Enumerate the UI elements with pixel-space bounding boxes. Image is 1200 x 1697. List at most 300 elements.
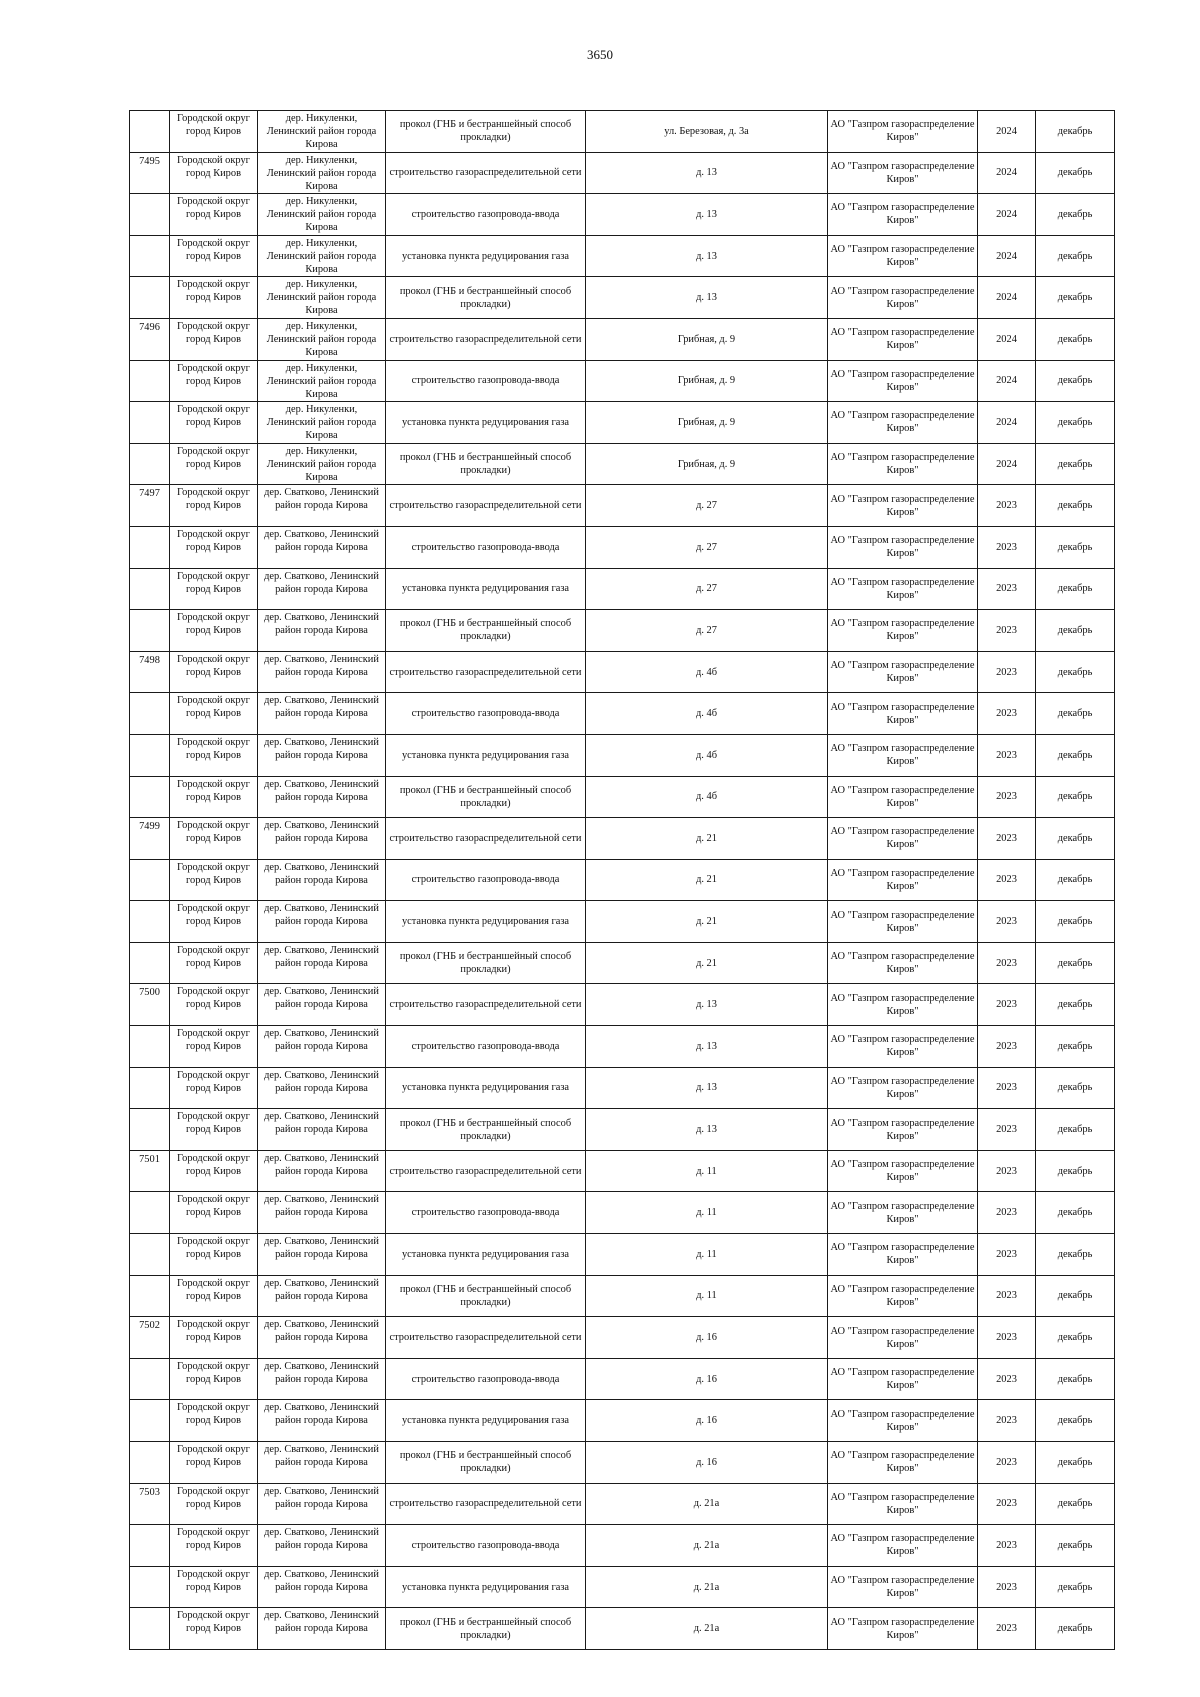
organization-cell <box>828 443 978 485</box>
work-type-cell <box>386 318 586 360</box>
month-cell <box>1036 984 1115 1026</box>
locality-cell <box>258 1275 386 1317</box>
organization-cell-text: АО "Газпром газораспределение Киров" <box>830 826 975 851</box>
work-type-cell-text: прокол (ГНБ и бестраншейный способ прокладки) <box>399 618 572 643</box>
organization-cell <box>828 111 978 153</box>
year-cell <box>978 1400 1036 1442</box>
address-cell-text: д. 16 <box>696 1456 717 1468</box>
locality-cell <box>258 1192 386 1234</box>
district-cell-text: Городской округ город Киров <box>177 1028 250 1053</box>
row-number-cell <box>130 651 170 693</box>
month-cell <box>1036 1317 1115 1359</box>
work-type-cell <box>386 1525 586 1567</box>
month-cell-text: декабрь <box>1057 250 1093 262</box>
address-cell <box>586 568 828 610</box>
locality-cell <box>258 1566 386 1608</box>
table-row <box>130 485 1115 527</box>
locality-cell-text: дер. Никуленки, Ленинский район города Кирова <box>266 196 377 234</box>
locality-cell <box>258 318 386 360</box>
row-number-cell-text: 7501 <box>139 1153 160 1165</box>
row-number-cell-text: 7495 <box>139 155 160 167</box>
year-cell <box>978 402 1036 444</box>
organization-cell <box>828 1608 978 1650</box>
locality-cell <box>258 859 386 901</box>
work-type-cell <box>386 1192 586 1234</box>
year-cell-text: 2024 <box>996 208 1017 220</box>
locality-cell-text: дер. Сватково, Ленинский район города Кирова <box>264 695 379 720</box>
row-number-cell <box>130 485 170 527</box>
district-cell <box>170 194 258 236</box>
district-cell <box>170 111 258 153</box>
month-cell <box>1036 277 1115 319</box>
locality-cell-text: дер. Сватково, Ленинский район города Кирова <box>264 1402 379 1427</box>
address-cell-text: д. 21а <box>693 1498 720 1510</box>
district-cell <box>170 526 258 568</box>
year-cell <box>978 984 1036 1026</box>
work-type-cell-text: строительство газопровода-ввода <box>411 1207 560 1219</box>
address-cell <box>586 1234 828 1276</box>
row-number-cell <box>130 526 170 568</box>
year-cell <box>978 1483 1036 1525</box>
row-number-cell <box>130 1067 170 1109</box>
work-type-cell <box>386 152 586 194</box>
organization-cell-text: АО "Газпром газораспределение Киров" <box>830 244 975 269</box>
work-type-cell-text: прокол (ГНБ и бестраншейный способ прокладки) <box>399 1117 572 1142</box>
locality-cell <box>258 1109 386 1151</box>
district-cell <box>170 984 258 1026</box>
locality-cell-text: дер. Сватково, Ленинский район города Кирова <box>264 570 379 595</box>
district-cell <box>170 402 258 444</box>
organization-cell-text: АО "Газпром газораспределение Киров" <box>830 1075 975 1100</box>
work-type-cell-text: прокол (ГНБ и бестраншейный способ прокладки) <box>399 1616 572 1641</box>
year-cell-text: 2024 <box>996 167 1017 179</box>
locality-cell <box>258 734 386 776</box>
month-cell <box>1036 485 1115 527</box>
year-cell <box>978 194 1036 236</box>
district-cell <box>170 1442 258 1484</box>
work-type-cell <box>386 485 586 527</box>
district-cell-text: Городской округ город Киров <box>177 903 250 928</box>
organization-cell-text: АО "Газпром газораспределение Киров" <box>830 1575 975 1600</box>
work-type-cell-text: прокол (ГНБ и бестраншейный способ прокладки) <box>399 1283 572 1308</box>
organization-cell <box>828 1358 978 1400</box>
row-number-cell <box>130 693 170 735</box>
work-type-cell <box>386 651 586 693</box>
row-number-cell <box>130 1525 170 1567</box>
table-row <box>130 1150 1115 1192</box>
year-cell-text: 2023 <box>996 1373 1017 1385</box>
organization-cell-text: АО "Газпром газораспределение Киров" <box>830 1450 975 1475</box>
address-cell-text: д. 21 <box>696 874 717 886</box>
locality-cell <box>258 568 386 610</box>
district-cell <box>170 1067 258 1109</box>
work-type-cell-text: установка пункта редуцирования газа <box>401 1082 570 1094</box>
month-cell <box>1036 651 1115 693</box>
address-cell <box>586 360 828 402</box>
table-row <box>130 984 1115 1026</box>
work-type-cell <box>386 1067 586 1109</box>
row-number-cell-text: 7500 <box>139 987 160 999</box>
month-cell-text: декабрь <box>1057 874 1093 886</box>
year-cell-text: 2023 <box>996 1082 1017 1094</box>
work-type-cell <box>386 984 586 1026</box>
table-row <box>130 1358 1115 1400</box>
organization-cell <box>828 1566 978 1608</box>
work-type-cell-text: установка пункта редуцирования газа <box>401 749 570 761</box>
work-type-cell-text: строительство газораспределительной сети <box>389 1165 582 1177</box>
locality-cell-text: дер. Сватково, Ленинский район города Кирова <box>264 903 379 928</box>
work-type-cell-text: строительство газораспределительной сети <box>389 167 582 179</box>
work-type-cell-text: установка пункта редуцирования газа <box>401 1248 570 1260</box>
table-row <box>130 1317 1115 1359</box>
year-cell-text: 2023 <box>996 666 1017 678</box>
table-row <box>130 111 1115 153</box>
work-type-cell <box>386 1150 586 1192</box>
district-cell <box>170 1109 258 1151</box>
district-cell <box>170 818 258 860</box>
organization-cell-text: АО "Газпром газораспределение Киров" <box>830 576 975 601</box>
row-number-cell <box>130 1442 170 1484</box>
address-cell-text: д. 4б <box>696 666 717 678</box>
row-number-cell <box>130 734 170 776</box>
address-cell <box>586 1026 828 1068</box>
organization-cell-text: АО "Газпром газораспределение Киров" <box>830 368 975 393</box>
organization-cell <box>828 776 978 818</box>
organization-cell-text: АО "Газпром газораспределение Киров" <box>830 867 975 892</box>
address-cell-text: д. 27 <box>696 500 717 512</box>
table-row <box>130 734 1115 776</box>
locality-cell-text: дер. Сватково, Ленинский район города Кирова <box>264 736 379 761</box>
row-number-cell <box>130 1358 170 1400</box>
month-cell-text: декабрь <box>1057 999 1093 1011</box>
month-cell-text: декабрь <box>1057 1040 1093 1052</box>
district-cell-text: Городской округ город Киров <box>177 1069 250 1094</box>
row-number-cell <box>130 1483 170 1525</box>
locality-cell <box>258 901 386 943</box>
month-cell <box>1036 693 1115 735</box>
address-cell <box>586 526 828 568</box>
address-cell <box>586 984 828 1026</box>
locality-cell-text: дер. Сватково, Ленинский район города Кирова <box>264 1610 379 1635</box>
work-type-cell <box>386 111 586 153</box>
month-cell-text: декабрь <box>1057 708 1093 720</box>
month-cell-text: декабрь <box>1057 749 1093 761</box>
work-type-cell <box>386 402 586 444</box>
district-cell <box>170 693 258 735</box>
month-cell <box>1036 1067 1115 1109</box>
row-number-cell <box>130 152 170 194</box>
row-number-cell-text: 7502 <box>139 1320 160 1332</box>
district-cell-text: Городской округ город Киров <box>177 1236 250 1261</box>
locality-cell-text: дер. Сватково, Ленинский район города Кирова <box>264 1069 379 1094</box>
year-cell <box>978 693 1036 735</box>
work-type-cell <box>386 235 586 277</box>
organization-cell-text: АО "Газпром газораспределение Киров" <box>830 202 975 227</box>
table-row <box>130 1525 1115 1567</box>
year-cell <box>978 568 1036 610</box>
row-number-cell <box>130 194 170 236</box>
address-cell-text: Грибная, д. 9 <box>677 375 736 387</box>
month-cell <box>1036 1150 1115 1192</box>
row-number-cell-text: 7497 <box>139 488 160 500</box>
month-cell <box>1036 734 1115 776</box>
row-number-cell <box>130 1566 170 1608</box>
locality-cell <box>258 194 386 236</box>
organization-cell-text: АО "Газпром газораспределение Киров" <box>830 1533 975 1558</box>
district-cell <box>170 1358 258 1400</box>
locality-cell <box>258 693 386 735</box>
locality-cell-text: дер. Никуленки, Ленинский район города Кирова <box>266 320 377 358</box>
month-cell <box>1036 1566 1115 1608</box>
year-cell-text: 2023 <box>996 916 1017 928</box>
month-cell <box>1036 610 1115 652</box>
organization-cell <box>828 651 978 693</box>
month-cell <box>1036 152 1115 194</box>
address-cell <box>586 1358 828 1400</box>
work-type-cell <box>386 859 586 901</box>
year-cell <box>978 1109 1036 1151</box>
work-type-cell-text: строительство газораспределительной сети <box>389 1332 582 1344</box>
work-type-cell-text: прокол (ГНБ и бестраншейный способ прокладки) <box>399 285 572 310</box>
row-number-cell-text: 7496 <box>139 321 160 333</box>
address-cell <box>586 1525 828 1567</box>
work-type-cell <box>386 360 586 402</box>
district-cell <box>170 1483 258 1525</box>
organization-cell-text: АО "Газпром газораспределение Киров" <box>830 1117 975 1142</box>
address-cell-text: д. 11 <box>696 1248 717 1260</box>
table-row <box>130 360 1115 402</box>
year-cell-text: 2024 <box>996 458 1017 470</box>
month-cell <box>1036 942 1115 984</box>
locality-cell <box>258 485 386 527</box>
locality-cell-text: дер. Сватково, Ленинский район города Кирова <box>264 944 379 969</box>
organization-cell <box>828 1525 978 1567</box>
table-row <box>130 152 1115 194</box>
month-cell <box>1036 235 1115 277</box>
address-cell-text: д. 21а <box>693 1539 720 1551</box>
work-type-cell <box>386 1442 586 1484</box>
district-cell <box>170 152 258 194</box>
work-type-cell-text: установка пункта редуцирования газа <box>401 1581 570 1593</box>
work-type-cell-text: строительство газораспределительной сети <box>389 333 582 345</box>
work-type-cell-text: строительство газопровода-ввода <box>411 541 560 553</box>
district-cell <box>170 1192 258 1234</box>
table-row <box>130 942 1115 984</box>
locality-cell <box>258 443 386 485</box>
organization-cell-text: АО "Газпром газораспределение Киров" <box>830 992 975 1017</box>
work-type-cell-text: строительство газопровода-ввода <box>411 1539 560 1551</box>
locality-cell <box>258 1483 386 1525</box>
table-row <box>130 1026 1115 1068</box>
month-cell-text: декабрь <box>1057 458 1093 470</box>
organization-cell-text: АО "Газпром газораспределение Киров" <box>830 1325 975 1350</box>
organization-cell-text: АО "Газпром газораспределение Киров" <box>830 1283 975 1308</box>
work-type-cell-text: строительство газопровода-ввода <box>411 708 560 720</box>
address-cell-text: д. 4б <box>696 791 717 803</box>
month-cell <box>1036 1026 1115 1068</box>
month-cell-text: декабрь <box>1057 375 1093 387</box>
table-row <box>130 1400 1115 1442</box>
organization-cell <box>828 526 978 568</box>
organization-cell-text: АО "Газпром газораспределение Киров" <box>830 327 975 352</box>
locality-cell <box>258 1026 386 1068</box>
month-cell-text: декабрь <box>1057 1207 1093 1219</box>
address-cell-text: д. 11 <box>696 1207 717 1219</box>
address-cell <box>586 1150 828 1192</box>
locality-cell-text: дер. Сватково, Ленинский район города Кирова <box>264 820 379 845</box>
locality-cell-text: дер. Сватково, Ленинский район города Кирова <box>264 1568 379 1593</box>
address-cell <box>586 610 828 652</box>
work-type-cell-text: прокол (ГНБ и бестраншейный способ прокладки) <box>399 452 572 477</box>
year-cell <box>978 1026 1036 1068</box>
year-cell <box>978 360 1036 402</box>
address-cell <box>586 235 828 277</box>
organization-cell <box>828 1400 978 1442</box>
organization-cell-text: АО "Газпром газораспределение Киров" <box>830 701 975 726</box>
organization-cell <box>828 1317 978 1359</box>
month-cell-text: декабрь <box>1057 1332 1093 1344</box>
address-cell <box>586 651 828 693</box>
district-cell-text: Городской округ город Киров <box>177 1444 250 1468</box>
row-number-cell <box>130 1275 170 1317</box>
address-cell-text: д. 27 <box>696 541 717 553</box>
organization-cell <box>828 859 978 901</box>
month-cell-text: декабрь <box>1057 333 1093 345</box>
year-cell <box>978 277 1036 319</box>
year-cell <box>978 152 1036 194</box>
year-cell <box>978 859 1036 901</box>
year-cell <box>978 1566 1036 1608</box>
locality-cell-text: дер. Никуленки, Ленинский район города Кирова <box>266 362 377 400</box>
month-cell-text: декабрь <box>1057 1581 1093 1593</box>
work-type-cell <box>386 1317 586 1359</box>
locality-cell-text: дер. Никуленки, Ленинский район города Кирова <box>266 113 377 150</box>
organization-cell <box>828 1442 978 1484</box>
locality-cell <box>258 610 386 652</box>
year-cell <box>978 318 1036 360</box>
organization-cell-text: АО "Газпром газораспределение Киров" <box>830 1491 975 1516</box>
table-row <box>130 1608 1115 1650</box>
locality-cell <box>258 360 386 402</box>
year-cell-text: 2023 <box>996 1290 1017 1302</box>
registry-table <box>129 110 1115 1650</box>
work-type-cell <box>386 1400 586 1442</box>
locality-cell <box>258 152 386 194</box>
address-cell <box>586 277 828 319</box>
organization-cell-text: АО "Газпром газораспределение Киров" <box>830 285 975 310</box>
year-cell-text: 2023 <box>996 583 1017 595</box>
district-cell <box>170 776 258 818</box>
work-type-cell-text: строительство газораспределительной сети <box>389 832 582 844</box>
year-cell-text: 2024 <box>996 292 1017 304</box>
work-type-cell-text: установка пункта редуцирования газа <box>401 583 570 595</box>
table-row <box>130 1109 1115 1151</box>
month-cell <box>1036 1192 1115 1234</box>
district-cell-text: Городской округ город Киров <box>177 653 250 678</box>
locality-cell-text: дер. Сватково, Ленинский район города Кирова <box>264 612 379 637</box>
year-cell <box>978 651 1036 693</box>
locality-cell <box>258 1358 386 1400</box>
work-type-cell-text: установка пункта редуцирования газа <box>401 1415 570 1427</box>
year-cell <box>978 485 1036 527</box>
year-cell <box>978 526 1036 568</box>
organization-cell-text: АО "Газпром газораспределение Киров" <box>830 660 975 685</box>
district-cell <box>170 1234 258 1276</box>
locality-cell-text: дер. Сватково, Ленинский район города Кирова <box>264 861 379 886</box>
district-cell <box>170 859 258 901</box>
work-type-cell <box>386 443 586 485</box>
month-cell <box>1036 402 1115 444</box>
year-cell <box>978 1275 1036 1317</box>
month-cell-text: декабрь <box>1057 1124 1093 1136</box>
year-cell <box>978 1442 1036 1484</box>
address-cell <box>586 1442 828 1484</box>
locality-cell <box>258 1317 386 1359</box>
work-type-cell <box>386 776 586 818</box>
locality-cell <box>258 235 386 277</box>
locality-cell-text: дер. Никуленки, Ленинский район города Кирова <box>266 404 377 442</box>
month-cell-text: декабрь <box>1057 500 1093 512</box>
row-number-cell <box>130 402 170 444</box>
address-cell <box>586 942 828 984</box>
table-row <box>130 1566 1115 1608</box>
month-cell <box>1036 901 1115 943</box>
locality-cell <box>258 942 386 984</box>
address-cell <box>586 194 828 236</box>
address-cell <box>586 901 828 943</box>
address-cell <box>586 485 828 527</box>
table-row <box>130 402 1115 444</box>
work-type-cell <box>386 942 586 984</box>
year-cell <box>978 1525 1036 1567</box>
organization-cell-text: АО "Газпром газораспределение Киров" <box>830 1616 975 1641</box>
month-cell-text: декабрь <box>1057 125 1093 137</box>
row-number-cell <box>130 901 170 943</box>
month-cell <box>1036 111 1115 153</box>
month-cell-text: декабрь <box>1057 832 1093 844</box>
locality-cell-text: дер. Сватково, Ленинский район города Кирова <box>264 1111 379 1136</box>
work-type-cell <box>386 568 586 610</box>
district-cell <box>170 1317 258 1359</box>
month-cell-text: декабрь <box>1057 916 1093 928</box>
work-type-cell-text: строительство газопровода-ввода <box>411 208 560 220</box>
work-type-cell <box>386 1109 586 1151</box>
year-cell-text: 2023 <box>996 1415 1017 1427</box>
district-cell-text: Городской округ город Киров <box>177 986 250 1011</box>
table-row <box>130 776 1115 818</box>
table-row <box>130 818 1115 860</box>
organization-cell <box>828 235 978 277</box>
address-cell <box>586 859 828 901</box>
year-cell <box>978 1317 1036 1359</box>
organization-cell-text: АО "Газпром газораспределение Киров" <box>830 493 975 518</box>
organization-cell <box>828 194 978 236</box>
district-cell-text: Городской округ город Киров <box>177 944 250 969</box>
address-cell-text: д. 21а <box>693 1581 720 1593</box>
district-cell-text: Городской округ город Киров <box>177 1319 250 1344</box>
table-row <box>130 1483 1115 1525</box>
address-cell <box>586 1067 828 1109</box>
locality-cell <box>258 402 386 444</box>
address-cell-text: д. 21 <box>696 832 717 844</box>
month-cell <box>1036 568 1115 610</box>
work-type-cell <box>386 693 586 735</box>
address-cell-text: д. 21 <box>696 916 717 928</box>
work-type-cell <box>386 1358 586 1400</box>
locality-cell <box>258 1067 386 1109</box>
address-cell-text: д. 11 <box>696 1165 717 1177</box>
row-number-cell <box>130 1026 170 1068</box>
